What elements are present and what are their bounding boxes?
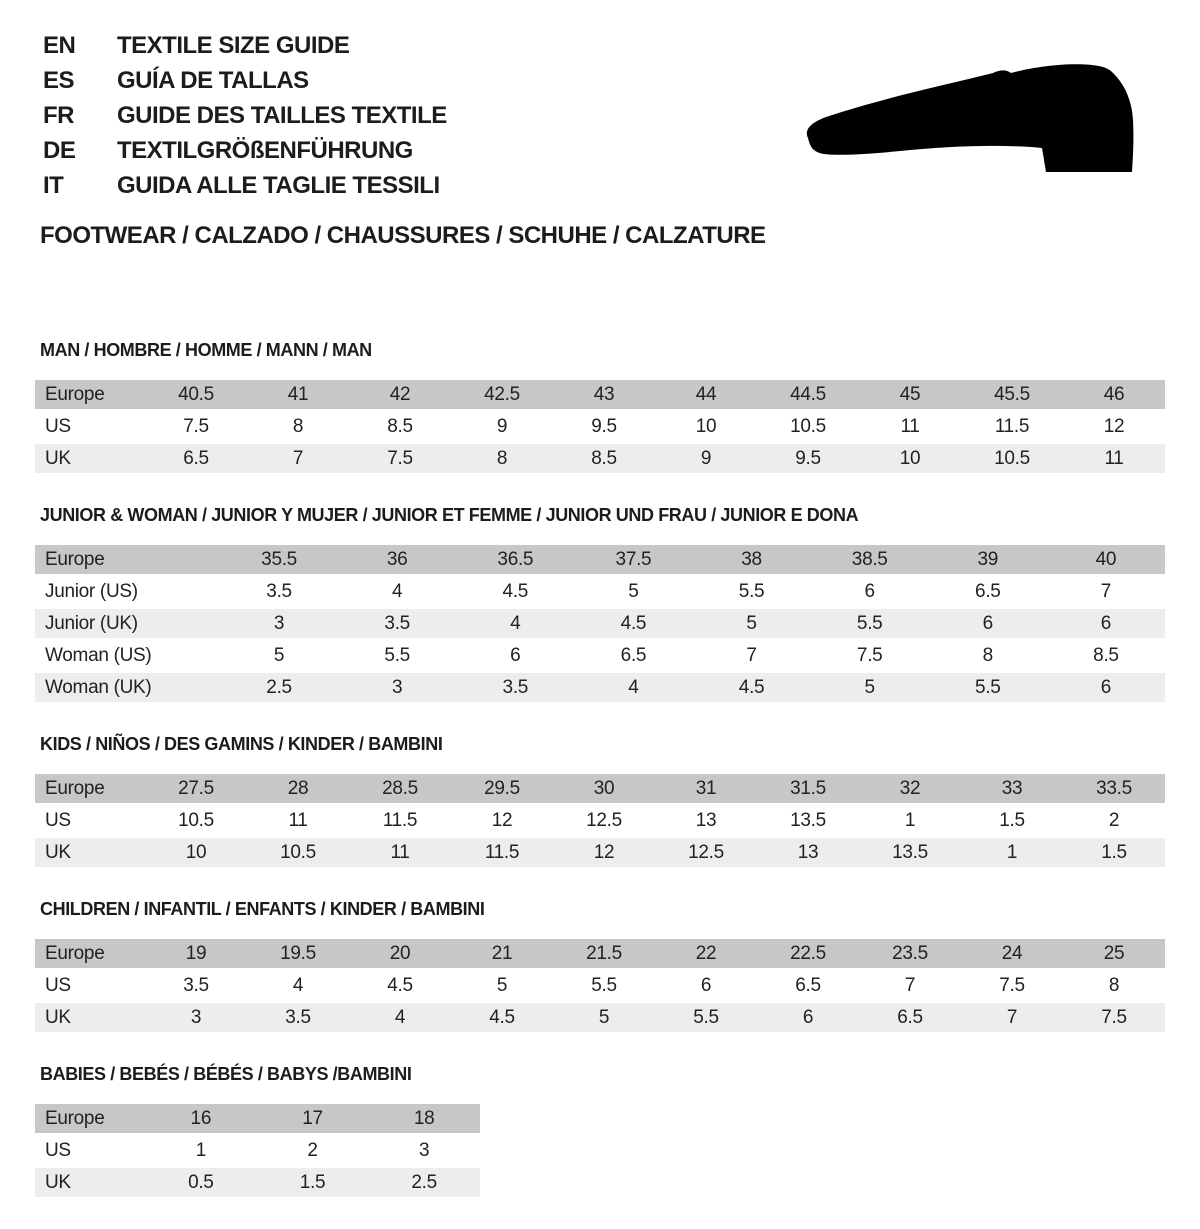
size-value: 7: [1047, 576, 1165, 608]
size-value: 28.5: [349, 774, 451, 805]
size-value: 7: [693, 640, 811, 672]
size-value: 1.5: [961, 805, 1063, 837]
size-value: 7.5: [961, 970, 1063, 1002]
table-row: [35, 576, 1165, 608]
size-value: 10.5: [757, 411, 859, 443]
section-title: KIDS / NIÑOS / DES GAMINS / KINDER / BAMBINI: [40, 734, 443, 754]
size-value: 9: [655, 443, 757, 475]
size-value: 1.5: [1063, 837, 1165, 869]
table-row: [35, 774, 1165, 805]
size-value: 9: [451, 411, 553, 443]
size-section-junior-woman: [35, 505, 1165, 705]
table-row: [35, 545, 1165, 576]
size-value: 12.5: [553, 805, 655, 837]
size-value: 3: [220, 608, 338, 640]
size-value: 28: [247, 774, 349, 805]
language-row-en: [43, 28, 447, 63]
table-row: [35, 1167, 480, 1199]
size-value: 11: [349, 837, 451, 869]
language-code: FR: [43, 101, 74, 129]
language-code: EN: [43, 31, 76, 59]
size-table-man: [35, 380, 1165, 476]
guide-title: TEXTILE SIZE GUIDE: [117, 31, 350, 59]
size-value: 31.5: [757, 774, 859, 805]
row-label: UK: [35, 443, 145, 475]
size-section-kids: [35, 734, 1165, 870]
guide-title: GUIDE DES TAILLES TEXTILE: [117, 101, 447, 129]
language-row-es: [43, 63, 447, 98]
size-value: 12: [451, 805, 553, 837]
size-value: 22: [655, 939, 757, 970]
size-value: 4: [574, 672, 692, 704]
size-value: 1: [961, 837, 1063, 869]
section-title: JUNIOR & WOMAN / JUNIOR Y MUJER / JUNIOR ET FEMME / JUNIOR UND FRAU / JUNIOR E DONA: [40, 505, 859, 525]
row-label: UK: [35, 1002, 145, 1034]
size-value: 6.5: [574, 640, 692, 672]
size-value: 6.5: [859, 1002, 961, 1034]
size-value: 6: [456, 640, 574, 672]
size-value: 33.5: [1063, 774, 1165, 805]
language-row-de: [43, 133, 447, 168]
table-row: [35, 380, 1165, 411]
size-table-children: [35, 939, 1165, 1035]
size-value: 2: [257, 1135, 369, 1167]
row-label: Woman (US): [35, 640, 220, 672]
size-section-children: [35, 899, 1165, 1035]
size-value: 33: [961, 774, 1063, 805]
size-value: 8: [451, 443, 553, 475]
size-value: 7: [247, 443, 349, 475]
size-value: 4: [247, 970, 349, 1002]
row-label: Europe: [35, 774, 145, 805]
size-value: 42: [349, 380, 451, 411]
size-value: 25: [1063, 939, 1165, 970]
size-value: 5.5: [655, 1002, 757, 1034]
section-title: BABIES / BEBÉS / BÉBÉS / BABYS /BAMBINI: [40, 1064, 412, 1084]
size-value: 20: [349, 939, 451, 970]
size-value: 40.5: [145, 380, 247, 411]
table-row: [35, 1135, 480, 1167]
size-value: 45.5: [961, 380, 1063, 411]
size-value: 4.5: [349, 970, 451, 1002]
size-value: 11.5: [961, 411, 1063, 443]
size-value: 29.5: [451, 774, 553, 805]
size-value: 5: [451, 970, 553, 1002]
size-value: 3.5: [220, 576, 338, 608]
size-value: 5: [811, 672, 929, 704]
row-label: Junior (UK): [35, 608, 220, 640]
size-value: 19: [145, 939, 247, 970]
size-value: 22.5: [757, 939, 859, 970]
size-value: 3: [368, 1135, 480, 1167]
size-value: 5: [693, 608, 811, 640]
size-value: 31: [655, 774, 757, 805]
size-value: 1.5: [257, 1167, 369, 1199]
size-value: 6: [811, 576, 929, 608]
size-value: 4.5: [456, 576, 574, 608]
size-value: 2.5: [368, 1167, 480, 1199]
size-value: 7: [859, 970, 961, 1002]
table-row: [35, 1104, 480, 1135]
size-value: 30: [553, 774, 655, 805]
table-row: [35, 608, 1165, 640]
size-value: 17: [257, 1104, 369, 1135]
size-value: 12: [1063, 411, 1165, 443]
size-value: 13: [757, 837, 859, 869]
size-value: 4.5: [451, 1002, 553, 1034]
table-row: [35, 640, 1165, 672]
size-value: 3.5: [247, 1002, 349, 1034]
size-value: 11: [1063, 443, 1165, 475]
language-code: ES: [43, 66, 75, 94]
size-value: 21.5: [553, 939, 655, 970]
size-value: 11.5: [451, 837, 553, 869]
size-value: 3.5: [338, 608, 456, 640]
size-value: 5.5: [929, 672, 1047, 704]
size-value: 35.5: [220, 545, 338, 576]
size-value: 5.5: [811, 608, 929, 640]
size-value: 10.5: [247, 837, 349, 869]
size-value: 4.5: [574, 608, 692, 640]
size-value: 8: [929, 640, 1047, 672]
size-value: 4: [349, 1002, 451, 1034]
size-section-man: [35, 340, 1165, 476]
size-value: 4: [456, 608, 574, 640]
size-value: 8: [1063, 970, 1165, 1002]
size-value: 40: [1047, 545, 1165, 576]
table-row: [35, 837, 1165, 869]
size-value: 7.5: [349, 443, 451, 475]
size-value: 3: [338, 672, 456, 704]
size-value: 5.5: [693, 576, 811, 608]
size-value: 44: [655, 380, 757, 411]
table-row: [35, 411, 1165, 443]
size-value: 36: [338, 545, 456, 576]
size-value: 7.5: [145, 411, 247, 443]
language-row-it: [43, 168, 447, 203]
guide-title: GUÍA DE TALLAS: [117, 66, 309, 94]
row-label: Europe: [35, 545, 220, 576]
shoe-icon: [800, 60, 1140, 180]
size-value: 6: [929, 608, 1047, 640]
size-value: 10.5: [961, 443, 1063, 475]
row-label: US: [35, 1135, 145, 1167]
row-label: Junior (US): [35, 576, 220, 608]
size-value: 37.5: [574, 545, 692, 576]
size-value: 0.5: [145, 1167, 257, 1199]
section-title: CHILDREN / INFANTIL / ENFANTS / KINDER / BAMBINI: [40, 899, 485, 919]
row-label: Woman (UK): [35, 672, 220, 704]
size-value: 6: [1047, 672, 1165, 704]
section-title: MAN / HOMBRE / HOMME / MANN / MAN: [40, 340, 372, 360]
row-label: Europe: [35, 380, 145, 411]
size-value: 12.5: [655, 837, 757, 869]
table-row: [35, 939, 1165, 970]
table-row: [35, 805, 1165, 837]
size-value: 32: [859, 774, 961, 805]
size-table-babies: [35, 1104, 480, 1200]
size-value: 8: [247, 411, 349, 443]
size-value: 1: [859, 805, 961, 837]
row-label: US: [35, 805, 145, 837]
size-value: 8.5: [349, 411, 451, 443]
size-value: 4: [338, 576, 456, 608]
size-value: 24: [961, 939, 1063, 970]
size-value: 42.5: [451, 380, 553, 411]
size-value: 10: [145, 837, 247, 869]
size-value: 8.5: [553, 443, 655, 475]
size-value: 43: [553, 380, 655, 411]
size-value: 2: [1063, 805, 1165, 837]
size-value: 2.5: [220, 672, 338, 704]
guide-title: TEXTILGRÖßENFÜHRUNG: [117, 136, 413, 164]
size-value: 18: [368, 1104, 480, 1135]
size-value: 11.5: [349, 805, 451, 837]
table-row: [35, 970, 1165, 1002]
size-table-kids: [35, 774, 1165, 870]
language-title-list: [43, 28, 447, 203]
size-value: 1: [145, 1135, 257, 1167]
row-label: US: [35, 970, 145, 1002]
size-value: 6.5: [145, 443, 247, 475]
size-value: 5: [220, 640, 338, 672]
size-value: 6: [757, 1002, 859, 1034]
size-value: 6.5: [929, 576, 1047, 608]
row-label: Europe: [35, 1104, 145, 1135]
size-value: 7.5: [811, 640, 929, 672]
row-label: Europe: [35, 939, 145, 970]
size-value: 45: [859, 380, 961, 411]
size-tables: [35, 340, 1165, 1229]
size-value: 9.5: [757, 443, 859, 475]
table-row: [35, 443, 1165, 475]
size-value: 11: [859, 411, 961, 443]
size-value: 16: [145, 1104, 257, 1135]
size-value: 3.5: [456, 672, 574, 704]
size-value: 8.5: [1047, 640, 1165, 672]
size-value: 5: [574, 576, 692, 608]
size-value: 5.5: [553, 970, 655, 1002]
language-row-fr: [43, 98, 447, 133]
size-value: 12: [553, 837, 655, 869]
size-value: 10: [655, 411, 757, 443]
size-value: 5.5: [338, 640, 456, 672]
size-value: 38.5: [811, 545, 929, 576]
category-heading: FOOTWEAR / CALZADO / CHAUSSURES / SCHUHE / CALZATURE: [40, 222, 766, 249]
size-value: 7.5: [1063, 1002, 1165, 1034]
size-table-junior-woman: [35, 545, 1165, 705]
size-value: 11: [247, 805, 349, 837]
row-label: US: [35, 411, 145, 443]
size-section-babies: [35, 1064, 1165, 1200]
size-value: 6.5: [757, 970, 859, 1002]
size-value: 21: [451, 939, 553, 970]
size-value: 41: [247, 380, 349, 411]
size-value: 7: [961, 1002, 1063, 1034]
size-value: 3.5: [145, 970, 247, 1002]
size-value: 44.5: [757, 380, 859, 411]
size-value: 3: [145, 1002, 247, 1034]
row-label: UK: [35, 837, 145, 869]
size-value: 13.5: [757, 805, 859, 837]
size-value: 6: [655, 970, 757, 1002]
size-value: 10: [859, 443, 961, 475]
language-code: DE: [43, 136, 76, 164]
size-value: 46: [1063, 380, 1165, 411]
size-value: 19.5: [247, 939, 349, 970]
guide-title: GUIDA ALLE TAGLIE TESSILI: [117, 171, 440, 199]
size-value: 39: [929, 545, 1047, 576]
table-row: [35, 1002, 1165, 1034]
size-value: 27.5: [145, 774, 247, 805]
size-value: 6: [1047, 608, 1165, 640]
size-value: 38: [693, 545, 811, 576]
size-value: 13: [655, 805, 757, 837]
size-value: 23.5: [859, 939, 961, 970]
size-value: 36.5: [456, 545, 574, 576]
language-code: IT: [43, 171, 64, 199]
size-value: 5: [553, 1002, 655, 1034]
size-value: 10.5: [145, 805, 247, 837]
table-row: [35, 672, 1165, 704]
size-value: 13.5: [859, 837, 961, 869]
row-label: UK: [35, 1167, 145, 1199]
size-value: 4.5: [693, 672, 811, 704]
size-value: 9.5: [553, 411, 655, 443]
